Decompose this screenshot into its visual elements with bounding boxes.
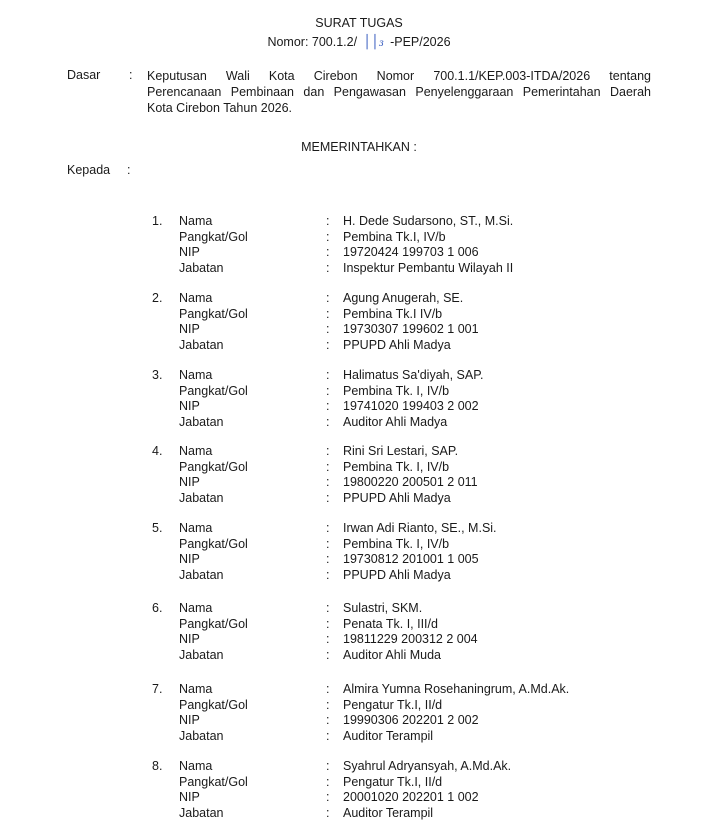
- nomor-label: Nomor: 700.1.2/: [267, 35, 358, 49]
- field-label: Nama: [179, 759, 213, 773]
- member-field-nip: [0, 552, 718, 568]
- field-colon: :: [326, 444, 330, 458]
- field-colon: :: [326, 459, 330, 474]
- field-label: NIP: [179, 322, 200, 336]
- field-label: NIP: [179, 713, 200, 727]
- field-value: Pembina Tk. I, IV/b: [343, 459, 450, 474]
- field-colon: :: [326, 805, 330, 820]
- member-number: 8.: [152, 759, 163, 773]
- field-value: Pembina Tk. I, IV/b: [343, 383, 450, 398]
- field-value: Pembina Tk.I, IV/b: [343, 229, 446, 244]
- field-value: Pembina Tk. I, IV/b: [343, 536, 450, 551]
- field-value: Auditor Ahli Madya: [343, 414, 448, 429]
- member-field-nip: [0, 790, 718, 806]
- member-field-nama: [0, 291, 718, 307]
- field-label: NIP: [179, 790, 200, 804]
- field-colon: :: [326, 552, 330, 566]
- field-colon: :: [326, 383, 330, 398]
- field-label: Jabatan: [179, 260, 224, 275]
- field-colon: :: [326, 774, 330, 789]
- member-item: [0, 682, 718, 746]
- member-field-pangkat: [0, 537, 718, 553]
- field-label: Pangkat/Gol: [179, 383, 248, 398]
- field-colon: :: [326, 790, 330, 804]
- member-field-nip: [0, 713, 718, 729]
- field-label: Nama: [179, 291, 213, 305]
- field-label: NIP: [179, 552, 200, 566]
- member-field-jabatan: [0, 568, 718, 584]
- member-item: [0, 214, 718, 278]
- field-label: Pangkat/Gol: [179, 229, 248, 244]
- field-label: Jabatan: [179, 805, 224, 820]
- member-number: 5.: [152, 521, 163, 535]
- field-value: Irwan Adi Rianto, SE., M.Si.: [343, 521, 497, 535]
- field-colon: :: [326, 567, 330, 582]
- dasar-line: Perencanaan Pembinaan dan Pengawasan Penyelenggaraan Pemerintahan Daerah: [147, 85, 651, 99]
- field-label: Nama: [179, 601, 213, 615]
- field-colon: :: [326, 697, 330, 712]
- field-label: Pangkat/Gol: [179, 536, 248, 551]
- nomor-handwritten: ││₃: [363, 35, 385, 50]
- member-item: [0, 368, 718, 432]
- field-label: NIP: [179, 245, 200, 259]
- field-value: PPUPD Ahli Madya: [343, 490, 451, 505]
- member-field-nama: [0, 682, 718, 698]
- field-value: Agung Anugerah, SE.: [343, 291, 464, 305]
- member-item: [0, 601, 718, 665]
- field-value: 19730812 201001 1 005: [343, 552, 479, 566]
- field-label: Pangkat/Gol: [179, 306, 248, 321]
- field-value: Pengatur Tk.I, II/d: [343, 697, 443, 712]
- field-label: Pangkat/Gol: [179, 774, 248, 789]
- member-item: [0, 521, 718, 585]
- field-value: 19720424 199703 1 006: [343, 245, 479, 259]
- member-item: [0, 759, 718, 823]
- field-colon: :: [326, 601, 330, 615]
- document-title: SURAT TUGAS: [315, 16, 403, 30]
- field-value: PPUPD Ahli Madya: [343, 567, 451, 582]
- member-field-jabatan: [0, 415, 718, 431]
- member-field-pangkat: [0, 307, 718, 323]
- field-colon: :: [326, 490, 330, 505]
- member-number: 6.: [152, 601, 163, 615]
- member-field-pangkat: [0, 230, 718, 246]
- member-item: [0, 291, 718, 355]
- member-field-jabatan: [0, 806, 718, 822]
- field-value: 19800220 200501 2 011: [343, 475, 478, 489]
- field-value: Penata Tk. I, III/d: [343, 616, 438, 631]
- field-label: NIP: [179, 632, 200, 646]
- field-value: 19811229 200312 2 004: [343, 632, 478, 646]
- member-field-nip: [0, 475, 718, 491]
- kepada-colon: :: [127, 163, 131, 177]
- field-value: Auditor Terampil: [343, 805, 434, 820]
- field-label: Jabatan: [179, 647, 224, 662]
- field-value: PPUPD Ahli Madya: [343, 337, 451, 352]
- member-field-jabatan: [0, 261, 718, 277]
- dasar-colon: :: [129, 68, 133, 82]
- field-label: Pangkat/Gol: [179, 616, 248, 631]
- field-colon: :: [326, 399, 330, 413]
- field-value: Rini Sri Lestari, SAP.: [343, 444, 459, 458]
- field-value: Pembina Tk.I IV/b: [343, 306, 443, 321]
- member-field-nama: [0, 759, 718, 775]
- member-number: 3.: [152, 368, 163, 382]
- nomor-suffix: -PEP/2026: [390, 35, 451, 49]
- field-colon: :: [326, 521, 330, 535]
- member-number: 4.: [152, 444, 163, 458]
- dasar-line: Keputusan Wali Kota Cirebon Nomor 700.1.1/KEP.003-ITDA/2026 tentang: [147, 69, 651, 83]
- member-field-jabatan: [0, 648, 718, 664]
- field-label: Jabatan: [179, 567, 224, 582]
- field-colon: :: [326, 337, 330, 352]
- field-value: 19730307 199602 1 001: [343, 322, 479, 336]
- field-label: Jabatan: [179, 414, 224, 429]
- field-value: H. Dede Sudarsono, ST., M.Si.: [343, 214, 514, 228]
- member-field-jabatan: [0, 729, 718, 745]
- field-label: Jabatan: [179, 490, 224, 505]
- field-colon: :: [326, 368, 330, 382]
- field-label: Nama: [179, 682, 213, 696]
- field-colon: :: [326, 214, 330, 228]
- field-value: Auditor Terampil: [343, 728, 434, 743]
- field-label: Nama: [179, 368, 213, 382]
- field-colon: :: [326, 759, 330, 773]
- field-value: Halimatus Sa'diyah, SAP.: [343, 368, 484, 382]
- field-colon: :: [326, 229, 330, 244]
- field-value: 19741020 199403 2 002: [343, 399, 479, 413]
- member-field-pangkat: [0, 384, 718, 400]
- field-colon: :: [326, 260, 330, 275]
- field-value: Almira Yumna Rosehaningrum, A.Md.Ak.: [343, 682, 570, 696]
- member-field-pangkat: [0, 460, 718, 476]
- field-label: NIP: [179, 399, 200, 413]
- field-label: Nama: [179, 521, 213, 535]
- field-value: 20001020 202201 1 002: [343, 790, 479, 804]
- memerintahkan-heading: MEMERINTAHKAN :: [301, 140, 417, 154]
- member-field-jabatan: [0, 491, 718, 507]
- member-field-nip: [0, 245, 718, 261]
- field-label: Jabatan: [179, 728, 224, 743]
- field-value: Pengatur Tk.I, II/d: [343, 774, 443, 789]
- member-field-pangkat: [0, 617, 718, 633]
- field-colon: :: [326, 713, 330, 727]
- field-label: Pangkat/Gol: [179, 459, 248, 474]
- member-field-nama: [0, 214, 718, 230]
- field-value: Syahrul Adryansyah, A.Md.Ak.: [343, 759, 512, 773]
- field-colon: :: [326, 647, 330, 662]
- member-field-nama: [0, 521, 718, 537]
- field-label: Pangkat/Gol: [179, 697, 248, 712]
- member-field-nip: [0, 632, 718, 648]
- field-label: Nama: [179, 214, 213, 228]
- member-number: 1.: [152, 214, 163, 228]
- field-colon: :: [326, 291, 330, 305]
- field-label: NIP: [179, 475, 200, 489]
- field-value: Auditor Ahli Muda: [343, 647, 441, 662]
- field-value: Sulastri, SKM.: [343, 601, 423, 615]
- member-number: 7.: [152, 682, 163, 696]
- field-label: Jabatan: [179, 337, 224, 352]
- field-colon: :: [326, 728, 330, 743]
- member-item: [0, 444, 718, 508]
- member-field-pangkat: [0, 698, 718, 714]
- field-colon: :: [326, 632, 330, 646]
- field-value: Inspektur Pembantu Wilayah II: [343, 260, 514, 275]
- member-field-nama: [0, 444, 718, 460]
- field-colon: :: [326, 536, 330, 551]
- dasar-label: Dasar: [67, 68, 101, 82]
- member-field-nama: [0, 601, 718, 617]
- document-number: [0, 35, 718, 50]
- member-field-nip: [0, 399, 718, 415]
- field-colon: :: [326, 682, 330, 696]
- member-field-jabatan: [0, 338, 718, 354]
- field-colon: :: [326, 306, 330, 321]
- field-colon: :: [326, 322, 330, 336]
- kepada-label: Kepada: [67, 163, 111, 177]
- member-number: 2.: [152, 291, 163, 305]
- field-colon: :: [326, 245, 330, 259]
- member-field-nip: [0, 322, 718, 338]
- member-field-nama: [0, 368, 718, 384]
- field-colon: :: [326, 414, 330, 429]
- dasar-line: Kota Cirebon Tahun 2026.: [147, 101, 293, 115]
- dasar-text: [147, 68, 651, 116]
- field-colon: :: [326, 475, 330, 489]
- member-field-pangkat: [0, 775, 718, 791]
- field-value: 19990306 202201 2 002: [343, 713, 479, 727]
- field-colon: :: [326, 616, 330, 631]
- field-label: Nama: [179, 444, 213, 458]
